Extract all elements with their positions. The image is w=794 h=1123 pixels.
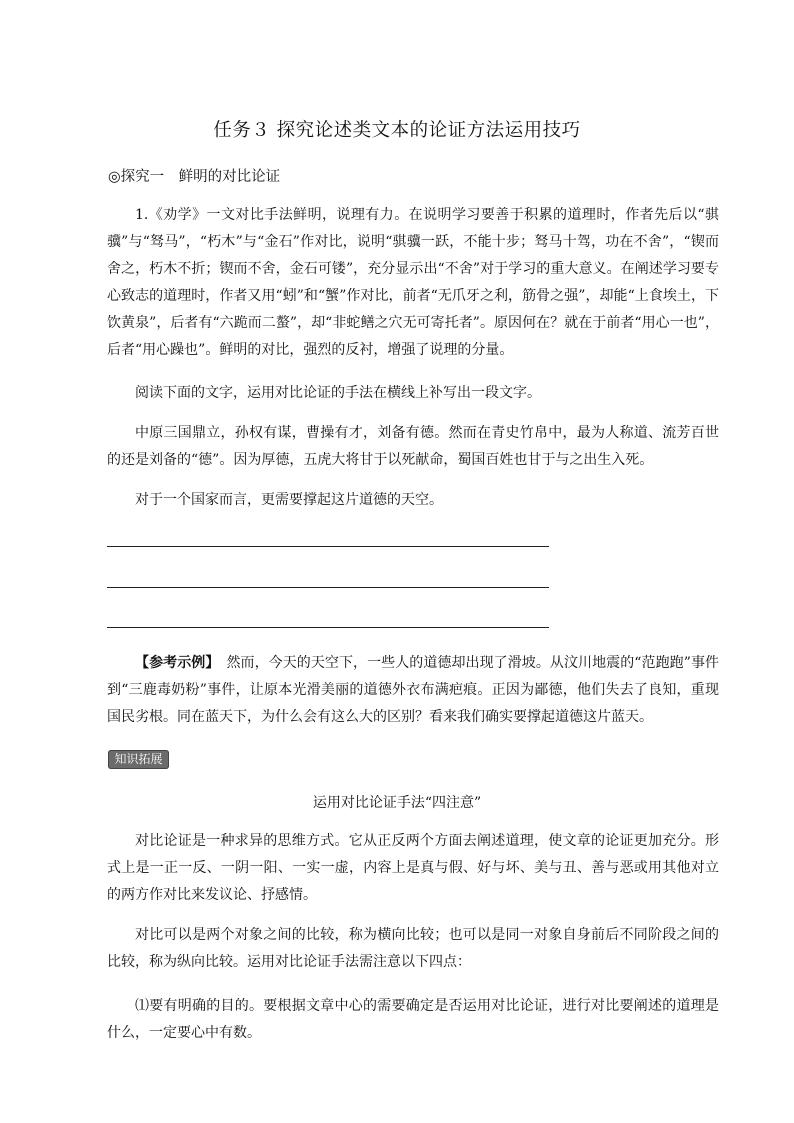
reference-label: 【参考示例】	[135, 655, 213, 671]
instruction-text: 阅读下面的文字，运用对比论证的手法在横线上补写出一段文字。	[135, 385, 541, 401]
answer-line-1[interactable]	[107, 546, 549, 547]
passage-tail: 对于一个国家而言，更需要撑起这片道德的天空。	[135, 492, 443, 508]
knowledge-badge: 知识拓展	[108, 750, 169, 769]
answer-line-2[interactable]	[107, 587, 549, 588]
reference-text: 然而，今天的天空下，一些人的道德却出现了滑坡。从汶川地震的“范跑跑”事件到“三鹿毒奶粉”事件，让原本光滑美丽的道德外衣布满疤痕。正因为鄙德，他们失去了良知，重现国民劣根。同在蓝天下，为什么会有这么大的区别？看来我们确实要撑起道德这片蓝天。	[107, 655, 720, 725]
page-title: 任务３ 探究论述类文本的论证方法运用技巧	[213, 120, 581, 141]
knowledge-paragraph-3: ⑴要有明确的目的。要根据文章中心的需要确定是否运用对比论证，进行对比要阐述的道理是什么，一定要心中有数。	[107, 998, 719, 1041]
knowledge-subtitle: 运用对比论证手法“四注意”	[312, 795, 482, 811]
knowledge-paragraph-2: 对比可以是两个对象之间的比较，称为横向比较；也可以是同一对象自身前后不同阶段之间的比较，称为纵向比较。运用对比论证手法需注意以下四点：	[107, 927, 719, 970]
reference-example	[107, 650, 719, 731]
intro-paragraph: 1.《劝学》一文对比手法鲜明，说理有力。在说明学习要善于积累的道理时，作者先后以“骐骥”与“驽马”，“朽木”与“金石”作对比，说明“骐骥一跃，不能十步；驽马十驾，功在不舍”，“锲而舍之，朽木不折；锲而不舍，金石可镂”，充分显示出“不舍”对于学习的重大意义。在阐述学习要专心致志的道理时，作者又用“蚓”和“蟹”作对比，前者“无爪牙之利，筋骨之强”，却能“上食埃土，下饮黄泉”，后者有“六跪而二螯”，却“非蛇鳝之穴无可寄托者”。原因何在？就在于前者“用心一也”，后者“用心躁也”。鲜明的对比，强烈的反衬，增强了说理的分量。	[107, 207, 719, 358]
passage-text: 中原三国鼎立，孙权有谋，曹操有才，刘备有德。然而在青史竹帛中，最为人称道、流芳百世的还是刘备的“德”。因为厚德，五虎大将甘于以死献命，蜀国百姓也甘于与之出生入死。	[107, 425, 719, 468]
answer-line-3[interactable]	[107, 627, 549, 628]
knowledge-paragraph-1: 对比论证是一种求异的思维方式。它从正反两个方面去阐述道理，使文章的论证更加充分。形式上是一正一反、一阴一阳、一实一虚，内容上是真与假、好与坏、美与丑、善与恶或用其他对立的两方作对比来发议论、抒感情。	[107, 833, 719, 903]
section-heading: ◎探究一 鲜明的对比论证	[108, 169, 281, 185]
